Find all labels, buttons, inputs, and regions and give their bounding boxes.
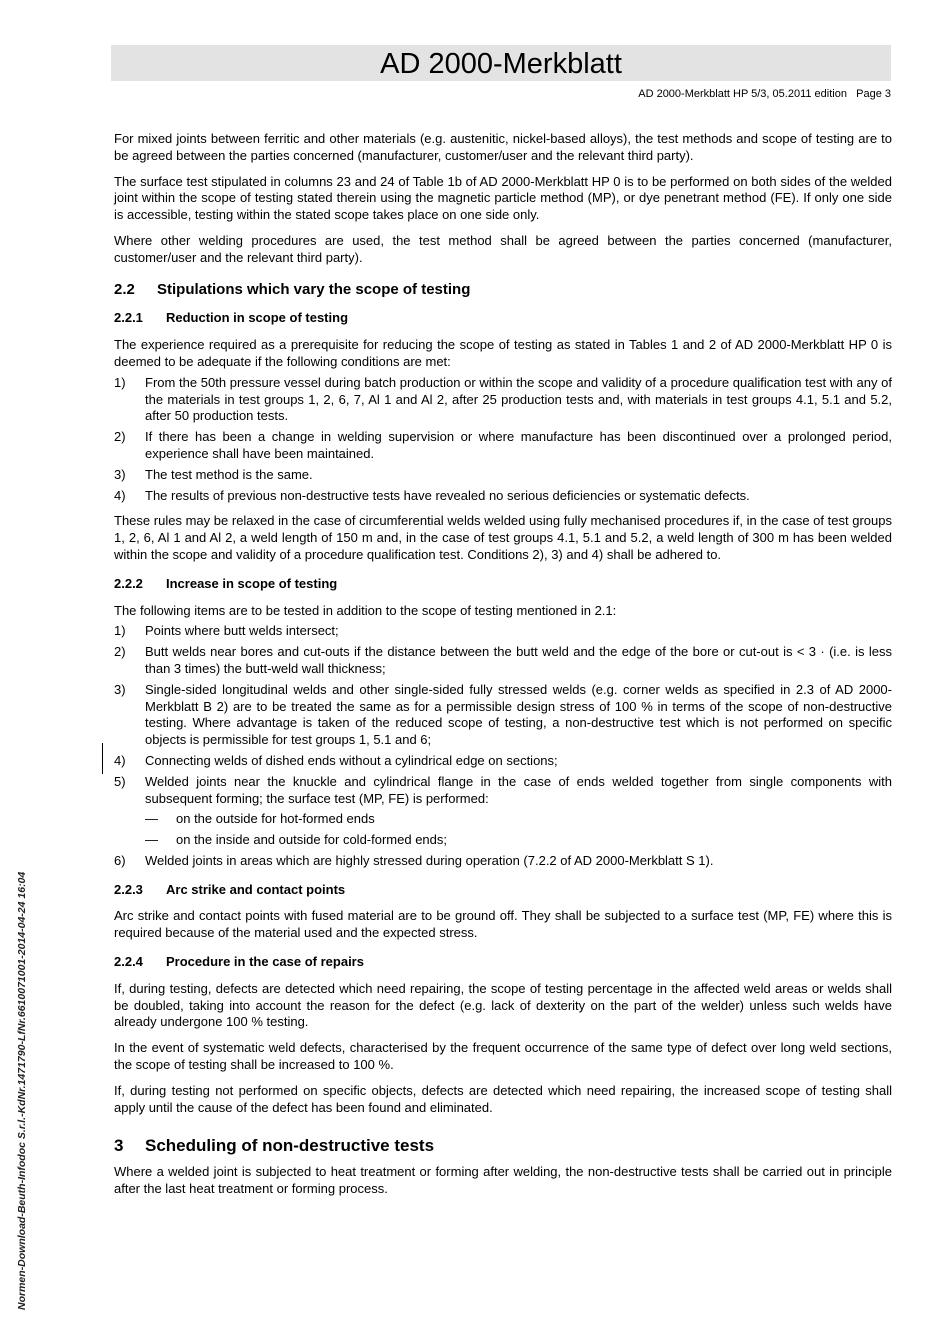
list-item: 4) Connecting welds of dished ends without a cylindrical edge on sections; [114, 752, 558, 768]
paragraph: These rules may be relaxed in the case of circumferential welds welded using fully mechanised procedures if, in the case of test groups 1, 2, 6, Al 1 and Al 2, a weld length of 150 m and, in the case of test groups 4.1, 5.1 and 5.2, a weld length of 300 m has been welded within the scope and validity of a procedure qualification test. Conditions 2), 3) and 4) shall be adhered to. [114, 513, 892, 562]
paragraph: The experience required as a prerequisite for reducing the scope of testing as stated in Tables 1 and 2 of AD 2000-Merkblatt HP 0 is deemed to be adequate if the following conditions are met: [114, 337, 892, 369]
paragraph: In the event of systematic weld defects, characterised by the frequent occurrence of the same type of defect over long weld sections, the scope of testing shall be increased to 100 %. [114, 1040, 892, 1073]
list-item: 5) Welded joints near the knuckle and cylindrical flange in the case of ends welded together from single components with subsequent forming; the surface test (MP, FE) is performed: [114, 773, 892, 806]
list-item: 1) Points where butt welds intersect; [114, 623, 339, 639]
paragraph: For mixed joints between ferritic and other materials (e.g. austenitic, nickel-based alloys), the test methods and scope of testing are to be agreed between the parties concerned (manufacturer, customer/user and the relevant third party). [114, 131, 892, 163]
section-heading-2-2-3: 2.2.3 Arc strike and contact points [114, 881, 346, 897]
section-heading-3: 3 Scheduling of non-destructive tests [114, 1136, 435, 1156]
download-watermark: Normen-Download-Beuth-Infodoc S.r.l.-KdNr.1471790-LfNr.6610071001-2014-04-24 16:04 [16, 871, 28, 1310]
list-item: 2) If there has been a change in welding supervision or where manufacture has been discontinued over a prolonged period, experience shall have been maintained. [114, 429, 892, 461]
sub-list-item: — on the inside and outside for cold-formed ends; [145, 832, 448, 848]
page-subtitle: AD 2000-Merkblatt HP 5/3, 05.2011 edition Page 3 [638, 88, 891, 100]
list-item: 2) Butt welds near bores and cut-outs if the distance between the butt weld and the edge of the bore or cut-out is < 3 · (i.e. is less than 3 times) the butt-weld wall thickness; [114, 644, 892, 676]
paragraph: If, during testing, defects are detected which need repairing, the scope of testing percentage in the affected weld areas or welds shall be doubled, taking into account the reason for the defect (e.g. lack of dexterity on the part of the welder) unless such welds have already undergone 100 % testing. [114, 980, 892, 1030]
list-item: 1) From the 50th pressure vessel during batch production or within the scope and validity of a procedure qualification test with any of the materials in test groups 1, 2, 6, 7, Al 1 and Al 2, after 25 production tests and, with materials in test groups 4.1, 5.1 and 5.2, after 50 production tests. [114, 374, 892, 424]
sub-list-item: — on the outside for hot-formed ends [145, 811, 375, 827]
list-item: 4) The results of previous non-destructive tests have revealed no serious deficiencies or systematic defects. [114, 487, 750, 503]
paragraph: The surface test stipulated in columns 23 and 24 of Table 1b of AD 2000-Merkblatt HP 0 is to be performed on both sides of the welded joint within the scope of testing stated therein using the magnetic particle method (MP), or dye penetrant method (FE). If only one side is accessible, testing within the stated scope takes place on one side only. [114, 173, 892, 223]
paragraph: Arc strike and contact points with fused material are to be ground off. They shall be subjected to a surface test (MP, FE) where this is required because of the material used and the expected stress. [114, 908, 892, 941]
paragraph: Where other welding procedures are used, the test method shall be agreed between the parties concerned (manufacturer, customer/user and the relevant third party). [114, 232, 892, 265]
section-heading-2-2-4: 2.2.4 Procedure in the case of repairs [114, 954, 364, 970]
document-body [114, 131, 892, 1207]
paragraph: If, during testing not performed on specific objects, defects are detected which need repairing, the increased scope of testing shall apply until the cause of the defect has been found and eliminated. [114, 1082, 892, 1115]
list-item: 6) Welded joints in areas which are highly stressed during operation (7.2.2 of AD 2000-Merkblatt S 1). [114, 852, 714, 868]
change-bar [102, 743, 103, 774]
paragraph: Where a welded joint is subjected to heat treatment or forming after welding, the non-destructive tests shall be carried out in principle after the last heat treatment or forming process. [114, 1164, 892, 1197]
list-item: 3) Single-sided longitudinal welds and other single-sided fully stressed welds (e.g. corner welds as specified in 2.3 of AD 2000-Merkblatt B 2) are to be treated the same as for a permissible design stress of 100 % in terms of the scope of non-destructive testing. Where advantage is taken of the reduced scope of testing, a non-destructive test which is not performed on specific objects is permissible for test groups 1, 5.1 and 6; [114, 681, 892, 748]
page-title: AD 2000-Merkblatt [380, 48, 622, 80]
paragraph: The following items are to be tested in addition to the scope of testing mentioned in 2.1: [114, 602, 617, 618]
section-heading-2-2-2: 2.2.2 Increase in scope of testing [114, 575, 338, 591]
section-heading-2-2: 2.2 Stipulations which vary the scope of testing [114, 280, 471, 298]
section-heading-2-2-1: 2.2.1 Reduction in scope of testing [114, 310, 349, 326]
list-item: 3) The test method is the same. [114, 466, 313, 482]
